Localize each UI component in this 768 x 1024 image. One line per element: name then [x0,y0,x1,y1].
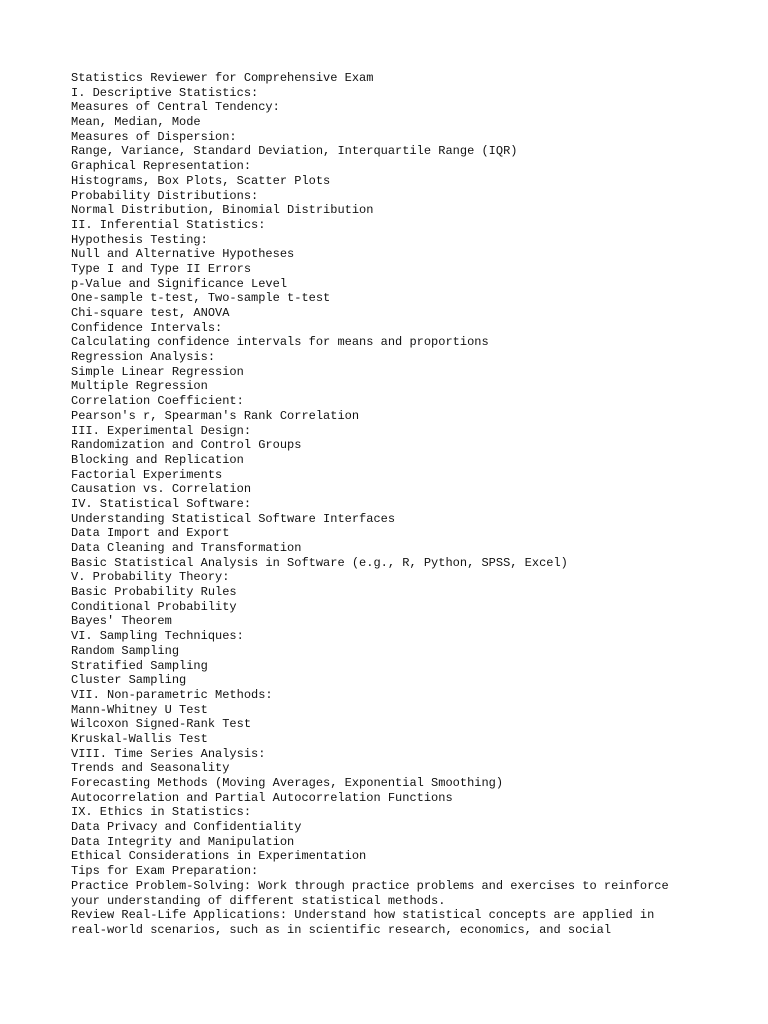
text-line: Conditional Probability [71,599,237,614]
text-line: Chi-square test, ANOVA [71,306,230,320]
text-line: Null and Alternative Hypotheses [71,247,295,262]
text-line: Confidence Intervals: [71,320,223,335]
text-line: Measures of Central Tendency: [71,100,280,115]
text-line: Histograms, Box Plots, Scatter Plots [71,173,331,188]
text-line: II. Inferential Statistics: [71,217,266,232]
text-line: IV. Statistical Software: [71,496,252,511]
text-line: Graphical Representation: [71,159,252,174]
text-line: Pearson's r, Spearman's Rank Correlation [71,408,360,423]
text-line: Normal Distribution, Binomial Distribution [71,203,374,218]
text-line: Understanding Statistical Software Interfaces [71,511,396,526]
text-line: IX. Ethics in Statistics: [71,805,252,820]
text-line: real-world scenarios, such as in scientific research, economics, and social [71,922,612,937]
text-line: VII. Non-parametric Methods: [71,687,273,702]
text-line: Mann-Whitney U Test [71,702,208,717]
text-line: Bayes' Theorem [71,614,172,629]
text-line: Data Integrity and Manipulation [71,834,295,849]
text-line: Tips for Exam Preparation: [71,864,259,879]
text-line: Type I and Type II Errors [71,261,252,276]
text-line: V. Probability Theory: [71,570,230,585]
text-line: Measures of Dispersion: [71,129,237,144]
text-line: Causation vs. Correlation [71,482,252,497]
text-line: Practice Problem-Solving: Work through practice problems and exercises to reinforce [71,878,669,893]
text-line: Randomization and Control Groups [71,438,302,453]
text-line: p-Value and Significance Level [71,276,288,291]
text-line: Random Sampling [71,643,180,658]
text-line: Data Cleaning and Transformation [71,541,302,555]
document-body [71,71,751,938]
text-line: Multiple Regression [71,379,208,394]
text-line: Data Import and Export [71,526,230,541]
text-line: Range, Variance, Standard Deviation, Interquartile Range (IQR) [71,144,518,159]
text-line: Probability Distributions: [71,188,259,203]
text-line: I. Descriptive Statistics: [71,85,259,100]
document-title: Statistics Reviewer for Comprehensive Exam [71,71,374,85]
text-line: VIII. Time Series Analysis: [71,746,266,761]
text-line: Hypothesis Testing: [71,232,208,247]
text-line: Kruskal-Wallis Test [71,731,208,746]
text-line: Correlation Coefficient: [71,394,244,409]
text-line: Basic Statistical Analysis in Software (e.g., R, Python, SPSS, Excel) [71,555,568,570]
text-line: Wilcoxon Signed-Rank Test [71,717,252,732]
text-line: Regression Analysis: [71,350,216,365]
text-line: Review Real-Life Applications: Understand how statistical concepts are applied in [71,908,655,923]
text-line: Blocking and Replication [71,452,244,467]
text-line: Trends and Seasonality [71,761,230,776]
text-line: Calculating confidence intervals for means and proportions [71,335,489,350]
text-line: Ethical Considerations in Experimentation [71,849,367,864]
text-line: Autocorrelation and Partial Autocorrelation Functions [71,790,453,805]
text-line: Mean, Median, Mode [71,115,201,130]
text-line: Simple Linear Regression [71,364,244,379]
text-line: Data Privacy and Confidentiality [71,820,302,835]
text-line: Forecasting Methods (Moving Averages, Exponential Smoothing) [71,776,504,790]
text-line: Stratified Sampling [71,658,208,673]
text-line: III. Experimental Design: [71,423,252,438]
text-line: One-sample t-test, Two-sample t-test [71,291,331,306]
text-line: your understanding of different statistical methods. [71,893,446,908]
text-line: Basic Probability Rules [71,585,237,600]
text-line: Cluster Sampling [71,673,187,688]
text-line: Factorial Experiments [71,467,223,482]
text-line: VI. Sampling Techniques: [71,629,244,644]
